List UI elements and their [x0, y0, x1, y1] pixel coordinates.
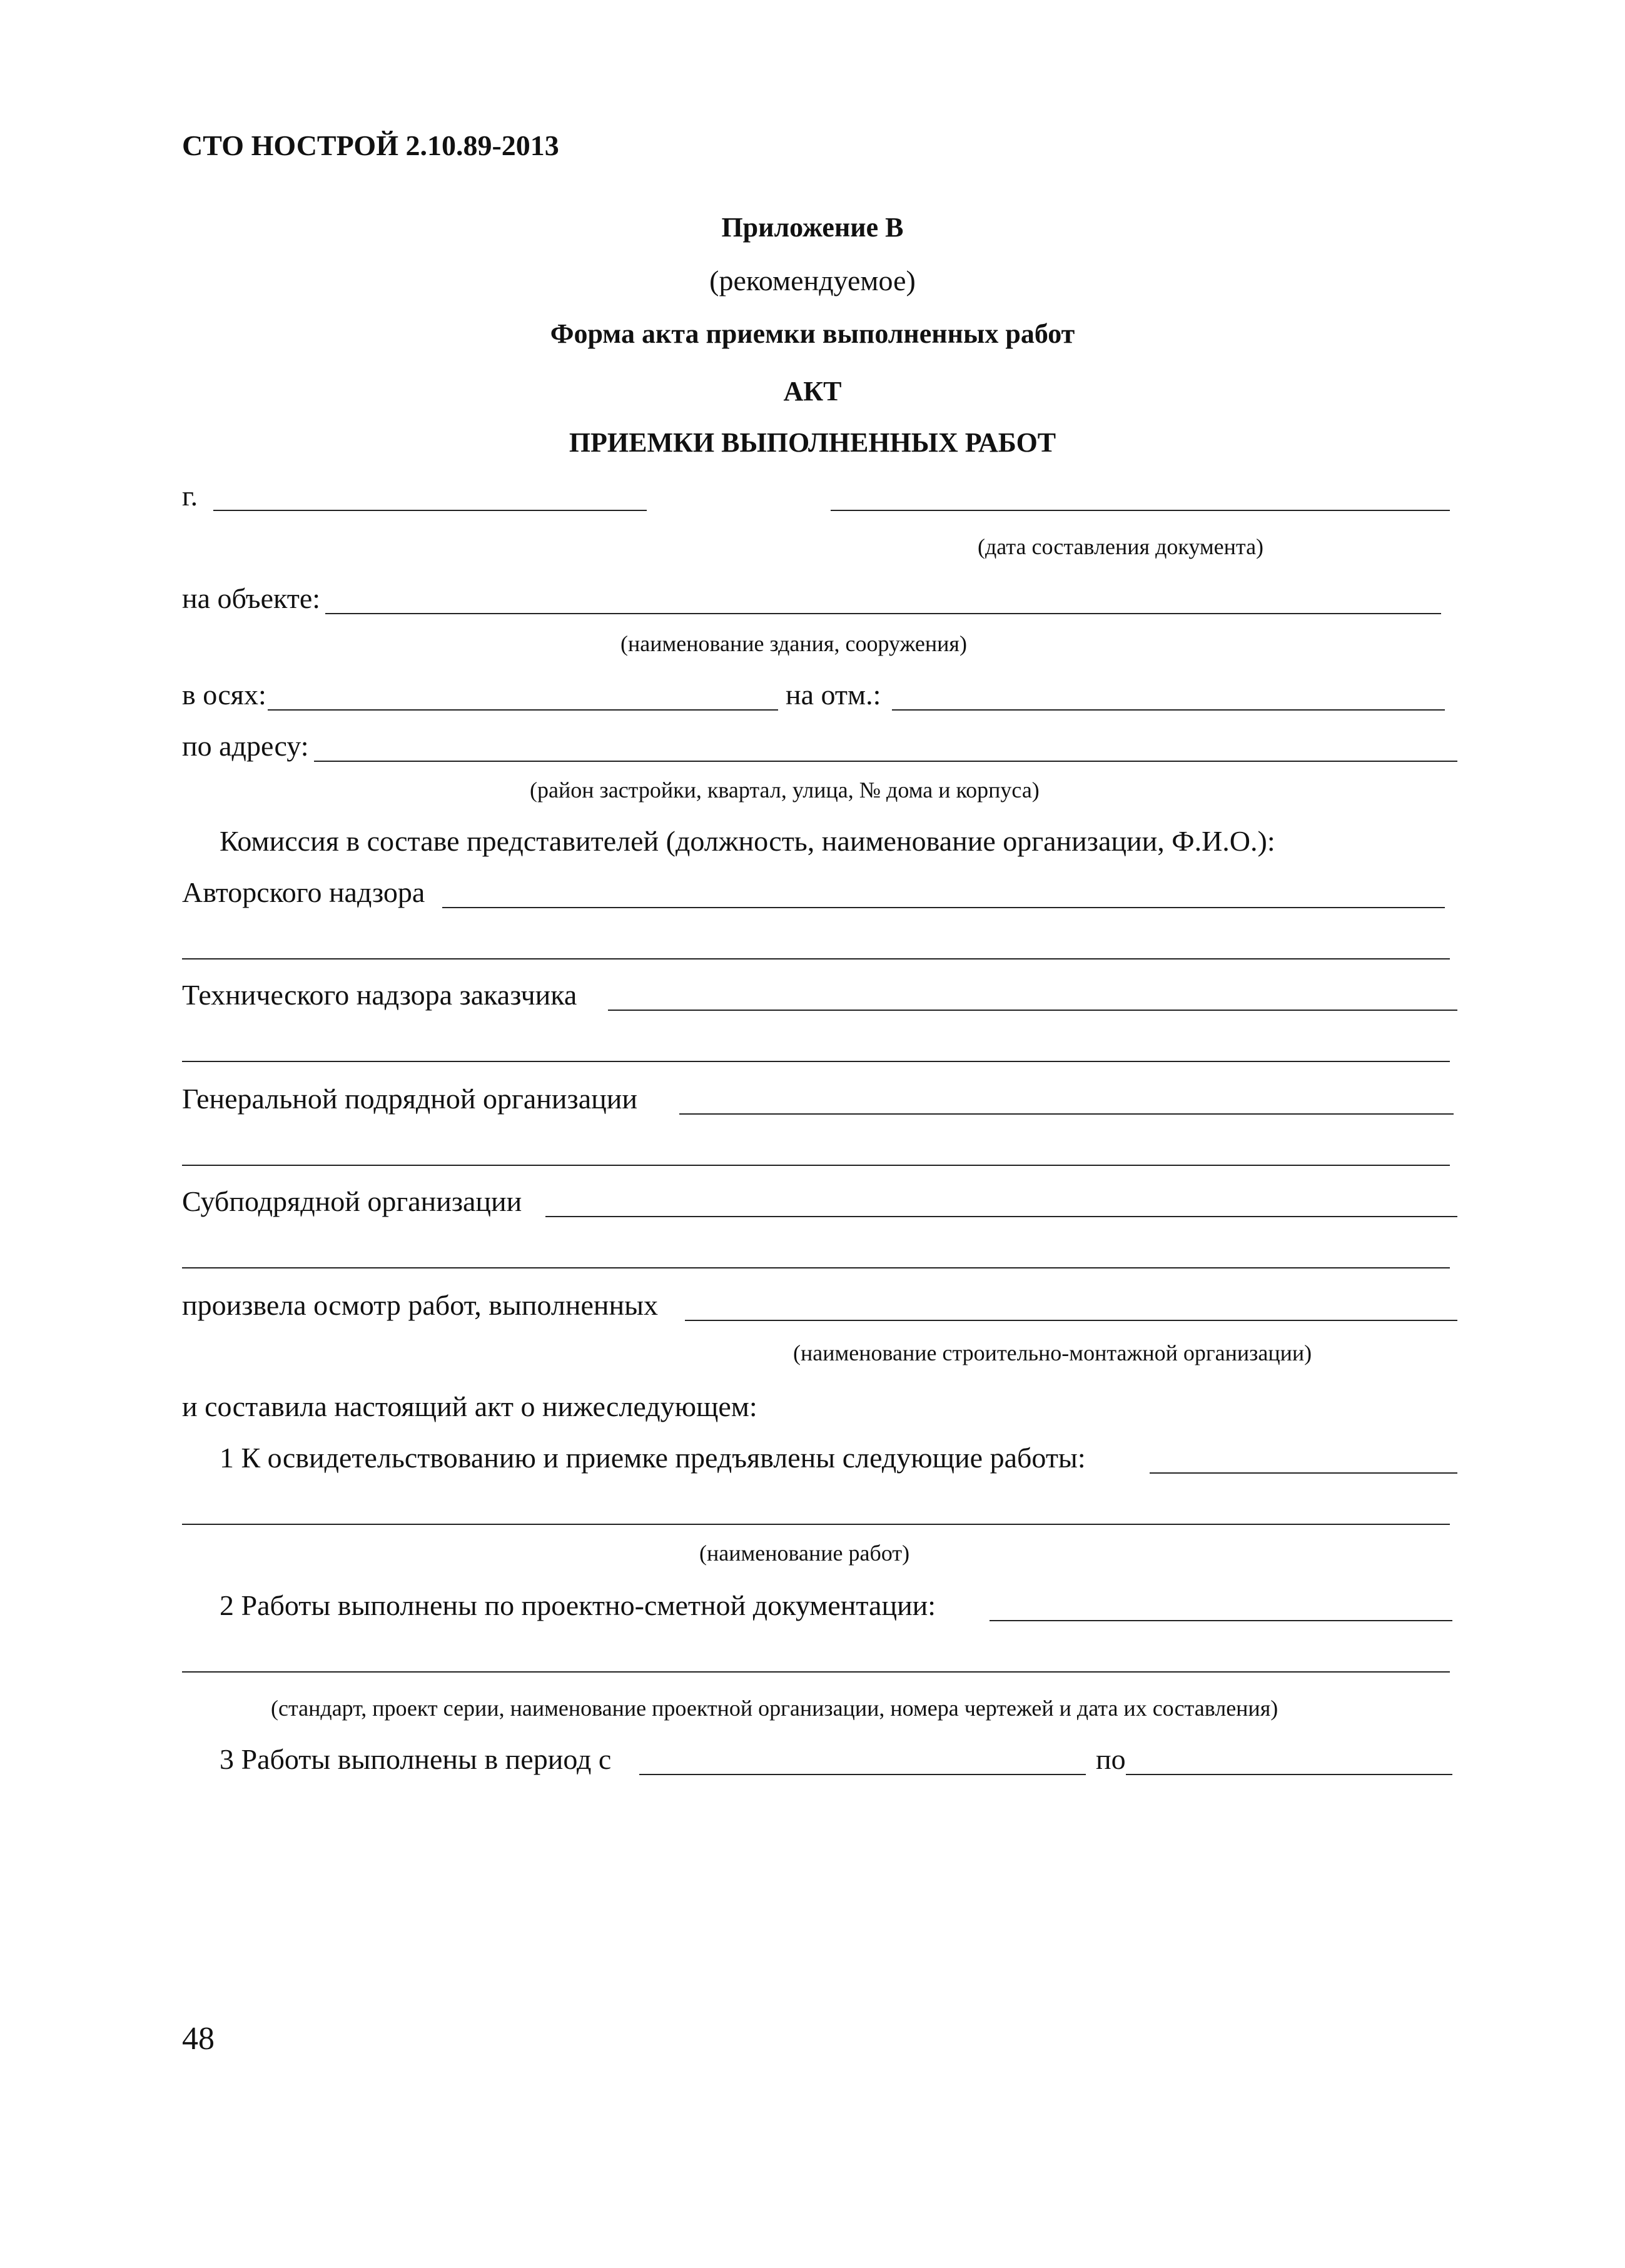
appendix-title: Приложение В [721, 212, 904, 243]
address-label: по адресу: [182, 730, 309, 762]
item1-field-2[interactable] [182, 1524, 1450, 1525]
commission-text: Комиссия в составе представителей (должность, наименование организации, Ф.И.О.): [220, 825, 1275, 857]
item3-from-field[interactable] [639, 1774, 1086, 1775]
date-field[interactable] [831, 510, 1450, 511]
item2-label: 2 Работы выполнены по проектно-сметной документации: [220, 1589, 936, 1621]
act-title: АКТ [783, 376, 842, 407]
general-contractor-field-2[interactable] [182, 1165, 1450, 1166]
item1-label: 1 К освидетельствованию и приемке предъявлены следующие работы: [220, 1442, 1086, 1474]
mark-field[interactable] [892, 709, 1445, 711]
item2-field[interactable] [990, 1620, 1452, 1621]
tech-supervision-label: Технического надзора заказчика [182, 979, 577, 1011]
item1-field[interactable] [1150, 1472, 1457, 1474]
author-supervision-field[interactable] [442, 907, 1445, 908]
subcontractor-field-2[interactable] [182, 1267, 1450, 1268]
appendix-status: (рекомендуемое) [709, 265, 916, 296]
act-subtitle: ПРИЕМКИ ВЫПОЛНЕННЫХ РАБОТ [569, 427, 1056, 458]
mark-label: на отм.: [786, 679, 881, 711]
item2-field-2[interactable] [182, 1671, 1450, 1673]
object-note: (наименование здания, сооружения) [620, 631, 967, 656]
city-label: г. [182, 480, 198, 512]
form-name: Форма акта приемки выполненных работ [550, 318, 1075, 349]
general-contractor-label: Генеральной подрядной организации [182, 1083, 637, 1115]
drawn-up-text: и составила настоящий акт о нижеследующем: [182, 1390, 757, 1422]
item3-to-label: по [1096, 1743, 1126, 1775]
address-field[interactable] [314, 761, 1457, 762]
general-contractor-field[interactable] [679, 1113, 1454, 1115]
subcontractor-label: Субподрядной организации [182, 1185, 522, 1217]
object-field[interactable] [325, 613, 1441, 614]
subcontractor-field[interactable] [545, 1216, 1457, 1217]
item1-note: (наименование работ) [699, 1541, 910, 1566]
object-label: на объекте: [182, 582, 321, 614]
inspection-note: (наименование строительно-монтажной организации) [793, 1340, 1312, 1365]
item2-note: (стандарт, проект серии, наименование проектной организации, номера чертежей и дата их составления) [271, 1696, 1278, 1721]
inspection-label: произвела осмотр работ, выполненных [182, 1289, 658, 1321]
date-note: (дата составления документа) [978, 534, 1264, 559]
author-supervision-field-2[interactable] [182, 958, 1450, 959]
item3-to-field[interactable] [1126, 1774, 1452, 1775]
tech-supervision-field-2[interactable] [182, 1061, 1450, 1062]
document-id: СТО НОСТРОЙ 2.10.89-2013 [182, 129, 559, 161]
author-supervision-label: Авторского надзора [182, 876, 425, 908]
item3-label: 3 Работы выполнены в период с [220, 1743, 612, 1775]
page-number: 48 [182, 2021, 215, 2057]
axes-label: в осях: [182, 679, 266, 711]
inspection-field[interactable] [685, 1320, 1457, 1321]
city-field[interactable] [213, 510, 647, 511]
tech-supervision-field[interactable] [608, 1010, 1457, 1011]
axes-field[interactable] [268, 709, 778, 711]
address-note: (район застройки, квартал, улица, № дома и корпуса) [530, 777, 1040, 802]
